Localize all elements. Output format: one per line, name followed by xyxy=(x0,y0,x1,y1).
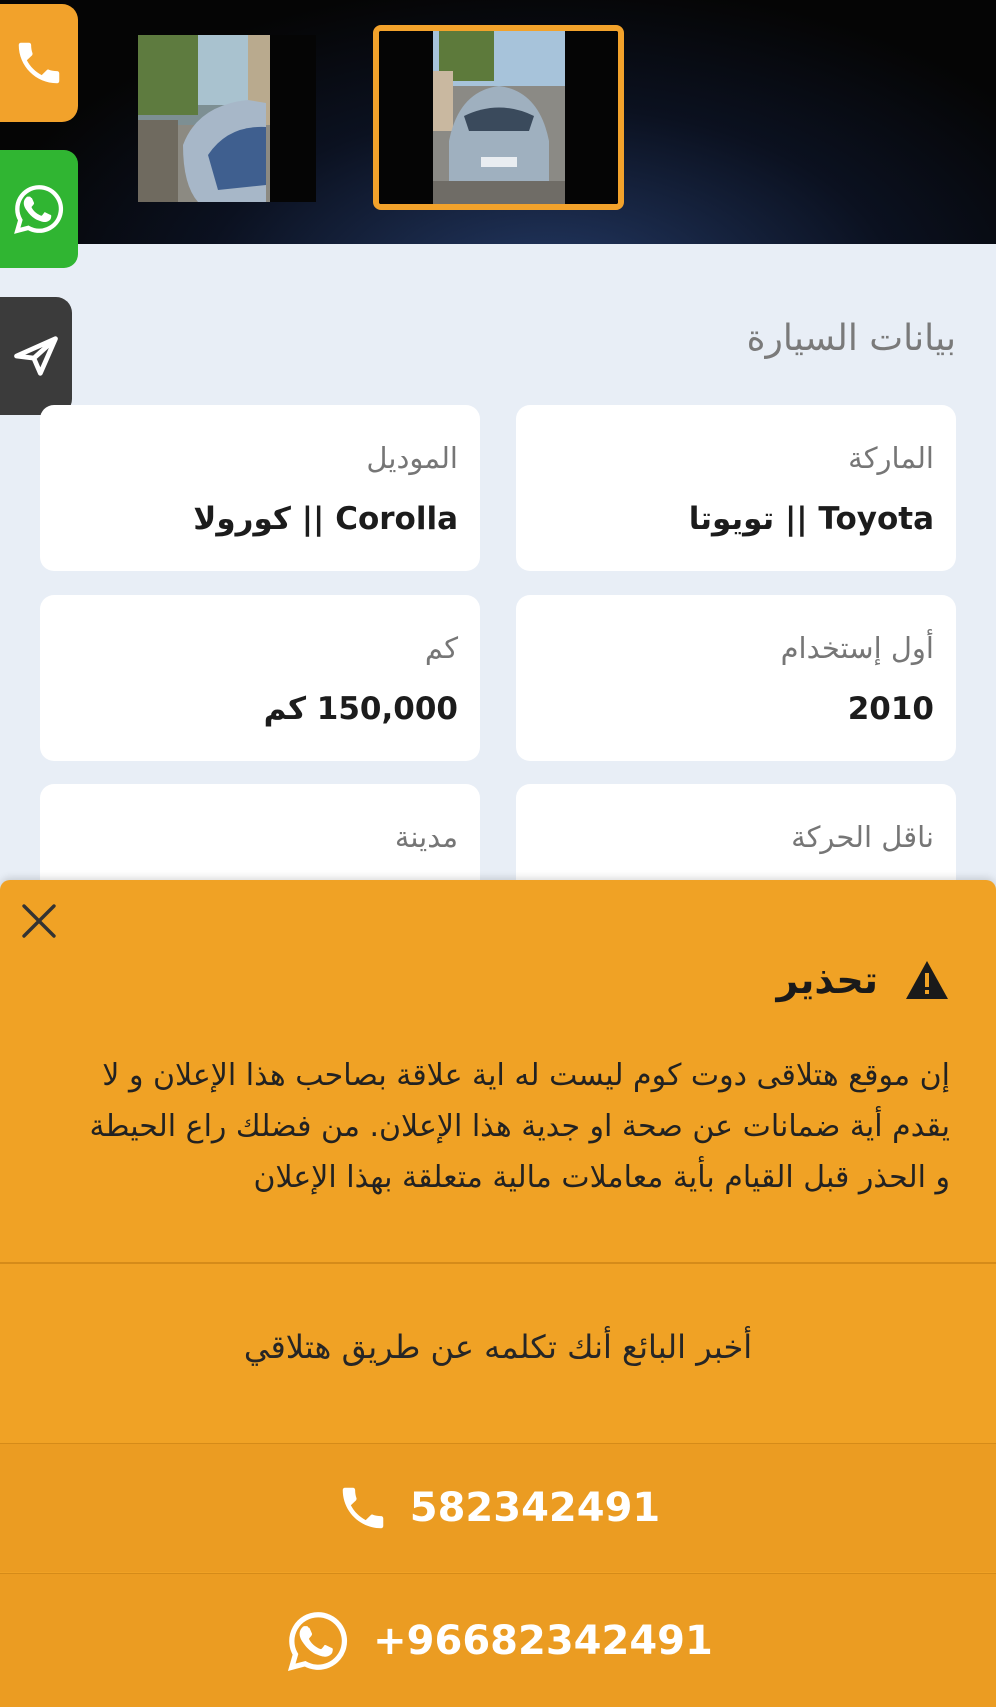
divider xyxy=(0,1262,996,1264)
close-button[interactable] xyxy=(18,900,60,942)
detail-card-make xyxy=(516,405,956,571)
detail-card-model xyxy=(40,405,480,571)
gallery-thumbnail[interactable] xyxy=(138,35,316,202)
gallery-thumbnail-selected[interactable] xyxy=(373,25,624,210)
detail-label: الماركة xyxy=(848,441,934,475)
detail-value: 2010 xyxy=(847,691,934,727)
detail-label: أول إستخدام xyxy=(780,631,934,665)
section-title: بيانات السيارة xyxy=(746,318,956,359)
phone-icon xyxy=(12,36,66,90)
detail-value: Toyota || تويوتا xyxy=(688,501,934,537)
warning-title: تحذير xyxy=(776,958,878,1002)
detail-label: ناقل الحركة xyxy=(791,820,934,854)
right-gutter xyxy=(996,0,1002,1707)
whatsapp-icon xyxy=(10,180,68,238)
phone-number: 582342491 xyxy=(409,1485,661,1531)
detail-value: 150,000 كم xyxy=(263,691,458,727)
call-seller-button[interactable] xyxy=(0,1444,996,1572)
tell-seller-text: أخبر البائع أنك تكلمه عن طريق هتلاقي xyxy=(243,1328,753,1366)
share-icon xyxy=(10,330,62,382)
share-button[interactable] xyxy=(0,297,72,415)
whatsapp-icon xyxy=(283,1606,353,1676)
whatsapp-number: +96682342491 xyxy=(373,1617,713,1664)
detail-value: Corolla || كورولا xyxy=(193,501,458,537)
detail-card-mileage xyxy=(40,595,480,761)
phone-icon xyxy=(336,1481,390,1535)
whatsapp-seller-button[interactable] xyxy=(0,1574,996,1707)
warning-text: إن موقع هتلاقى دوت كوم ليست له اية علاقة بصاحب هذا الإعلان و لا يقدم أية ضمانات عن صحة او جدية هذا الإعلان. من فضلك راع الحيطة و الحذر قبل القيام بأية معاملات مالية متعلقة بهذا الإعلان xyxy=(89,1058,950,1195)
detail-card-first-use xyxy=(516,595,956,761)
image-gallery xyxy=(0,0,996,244)
detail-label: مدينة xyxy=(394,820,458,854)
warning-sheet xyxy=(0,880,996,1707)
warning-icon xyxy=(904,959,950,1001)
close-icon xyxy=(18,900,60,942)
detail-label: كم xyxy=(424,631,458,665)
detail-label: الموديل xyxy=(366,441,458,475)
warning-header xyxy=(776,958,950,1002)
call-button[interactable] xyxy=(0,4,78,122)
whatsapp-button[interactable] xyxy=(0,150,78,268)
